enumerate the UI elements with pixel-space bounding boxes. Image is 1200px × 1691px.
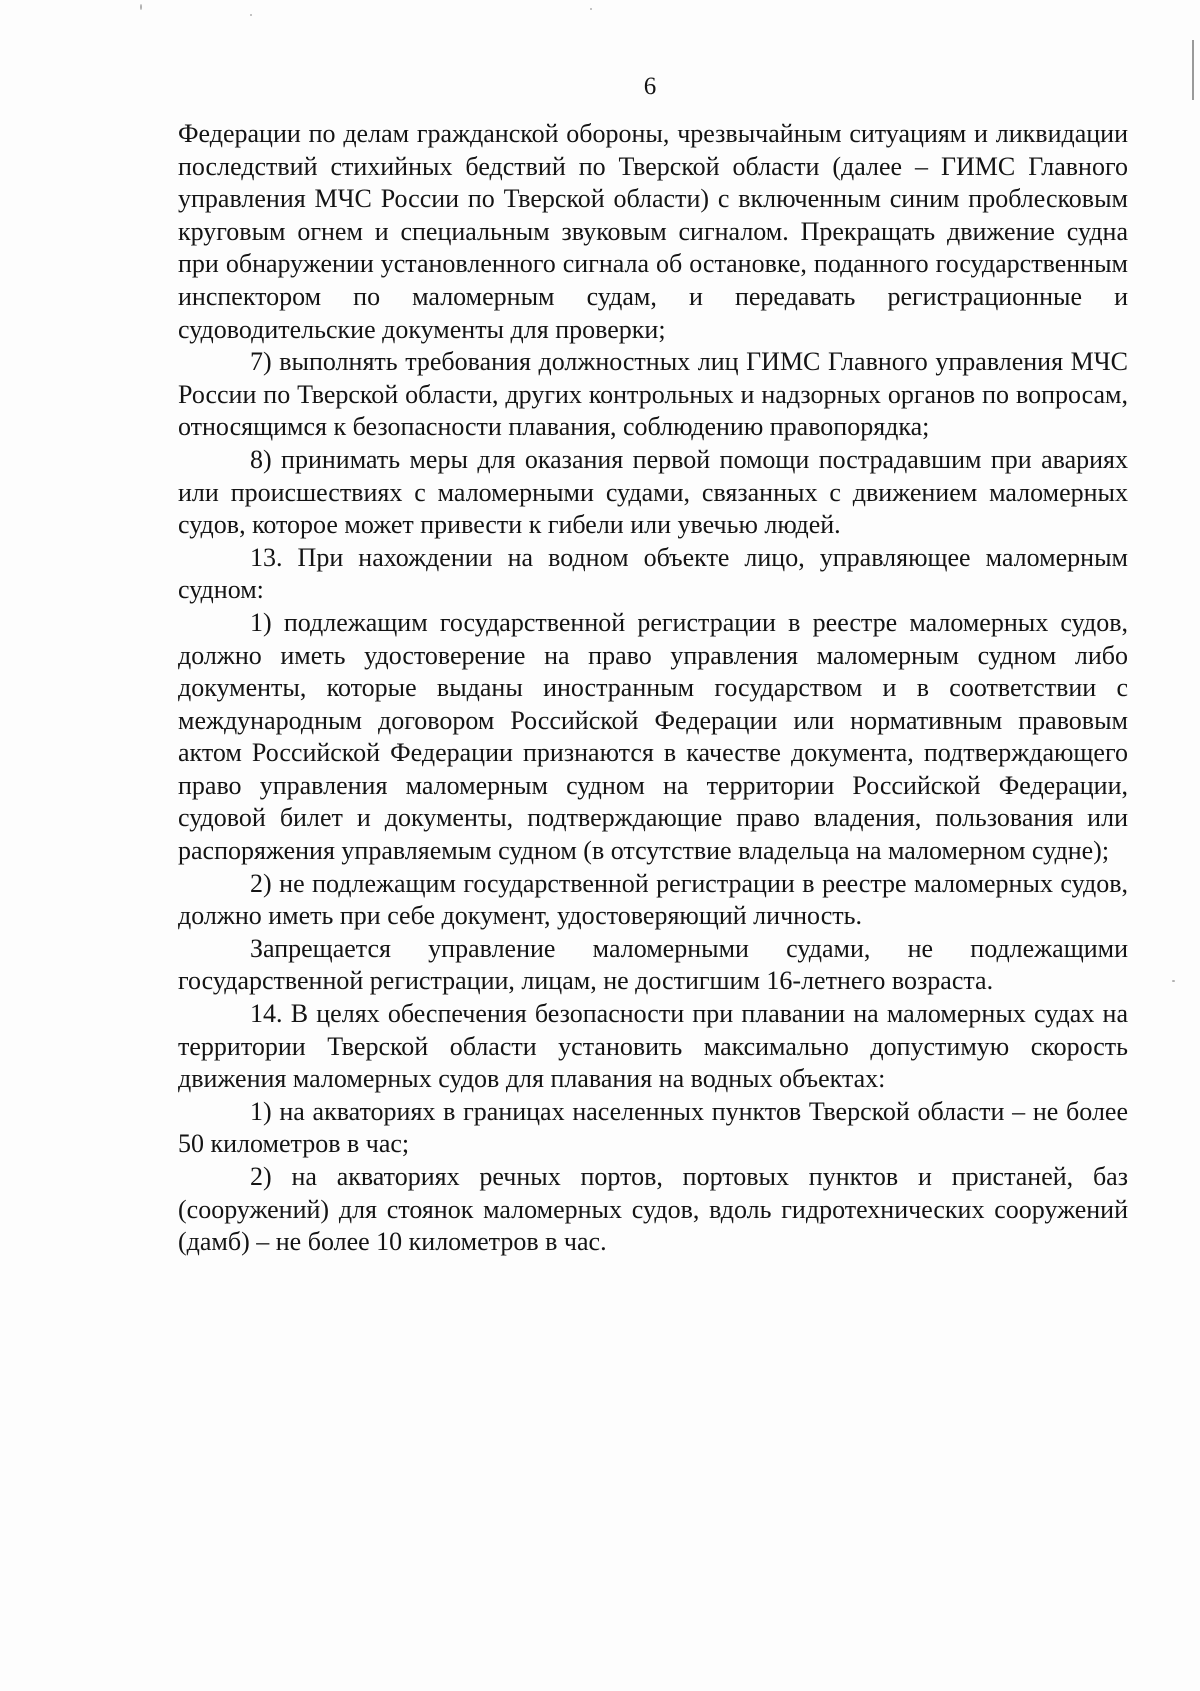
scan-speck	[250, 14, 252, 16]
page-number: 6	[643, 73, 657, 100]
paragraph-clause-14-item-2: 2) на акваториях речных портов, портовых пунктов и пристаней, баз (сооружений) для стоянок маломерных судов, вдоль гидротехнических сооружений (дамб) – не более 10 километров в час.	[178, 1162, 1128, 1257]
paragraph-clause-13-item-1: 1) подлежащим государственной регистрации в реестре маломерных судов, должно иметь удостоверение на право управления маломерным судном либо документы, которые выданы иностранным государством и в соответствии с международным договором Российской Федерации или нормативным правовым актом Российской Федерации признаются в качестве документа, подтверждающего право управления маломерным судном на территории Российской Федерации, судовой билет и документы, подтверждающие право владения, пользования или распоряжения управляемым судном (в отсутствие владельца на маломерном судне);	[178, 607, 1128, 866]
paragraph-prohibition: Запрещается управление маломерными судами, не подлежащими государственной регистрации, лицам, не достигшим 16-летнего возраста.	[178, 933, 1128, 996]
paragraph-clause-13-item-2: 2) не подлежащим государственной регистрации в реестре маломерных судов, должно иметь при себе документ, удостоверяющий личность.	[178, 868, 1128, 931]
paragraph-item-8: 8) принимать меры для оказания первой помощи пострадавшим при авариях или происшествиях с маломерными судами, связанных с движением маломерных судов, которое может привести к гибели или увечью людей.	[178, 444, 1128, 540]
scan-speck	[1172, 980, 1175, 982]
paragraph-clause-13: 13. При нахождении на водном объекте лицо, управляющее маломерным судном:	[178, 542, 1128, 605]
document-body	[178, 118, 1128, 1259]
scan-speck	[590, 8, 592, 10]
scan-speck	[140, 4, 142, 10]
paragraph-continuation: Федерации по делам гражданской обороны, чрезвычайным ситуациям и ликвидации последствий стихийных бедствий по Тверской области (далее – ГИМС Главного управления МЧС России по Тверской области) с включенным синим проблесковым круговым огнем и специальным звуковым сигналом. Прекращать движение судна при обнаружении установленного сигнала об остановке, поданного государственным инспектором по маломерным судам, и передавать регистрационные и судоводительские документы для проверки;	[178, 119, 1128, 344]
paragraph-clause-14: 14. В целях обеспечения безопасности при плавании на маломерных судах на территории Тверской области установить максимально допустимую скорость движения маломерных судов для плавания на водных объектах:	[178, 999, 1128, 1094]
paragraph-item-7: 7) выполнять требования должностных лиц ГИМС Главного управления МЧС России по Тверской области, других контрольных и надзорных органов по вопросам, относящимся к безопасности плавания, соблюдению правопорядка;	[178, 347, 1128, 442]
paragraph-clause-14-item-1: 1) на акваториях в границах населенных пунктов Тверской области – не более 50 километров в час;	[178, 1096, 1128, 1159]
